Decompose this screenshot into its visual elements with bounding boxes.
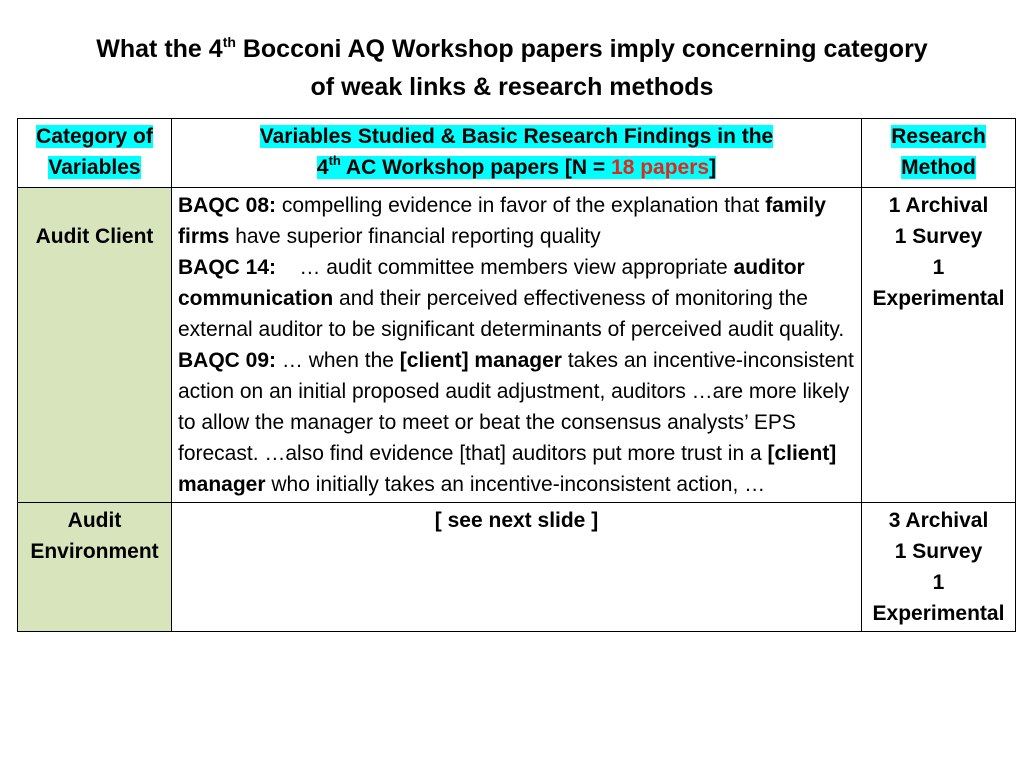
methods-audit-client: 1 Archival 1 Survey 1 Experimental (862, 188, 1016, 503)
header-findings: Variables Studied & Basic Research Findings in the 4th AC Workshop papers [N = 18 papers] (172, 119, 862, 188)
finding-baqc-08: BAQC 08: compelling evidence in favor of the explanation that family firms have superior financial reporting quality (178, 194, 826, 248)
finding-baqc-14: BAQC 14: … audit committee members view appropriate auditor communication and their perceived effectiveness of monitoring the external auditor to be significant determinants of perceived audit quality. (178, 256, 845, 341)
methods-audit-environment: 3 Archival 1 Survey 1 Experimental (862, 503, 1016, 632)
findings-audit-client (172, 188, 862, 503)
title-superscript: th (222, 34, 236, 50)
findings-table (17, 118, 1016, 632)
title-line-2: of weak links & research methods (310, 73, 714, 101)
table-header-row (18, 119, 1016, 188)
header-method: Research Method (862, 119, 1016, 188)
slide-title (0, 30, 1024, 106)
findings-audit-environment: [ see next slide ] (172, 503, 862, 632)
paper-count: 18 papers (611, 156, 710, 179)
category-audit-environment: Audit Environment (18, 503, 172, 632)
table-row-audit-client (18, 188, 1016, 503)
finding-baqc-09: BAQC 09: … when the [client] manager takes an incentive-inconsistent action on an initial proposed audit adjustment, auditors …are more likely to allow the manager to meet or beat the consensus analysts’ EPS forecast. …also find evidence [that] auditors put more trust in a [client] manager who initially takes an incentive-inconsistent action, … (178, 349, 854, 496)
table-row-audit-environment (18, 503, 1016, 632)
category-audit-client: Audit Client (18, 188, 172, 503)
title-line-1: What the 4th Bocconi AQ Workshop papers imply concerning category (96, 34, 928, 63)
header-category: Category of Variables (18, 119, 172, 188)
